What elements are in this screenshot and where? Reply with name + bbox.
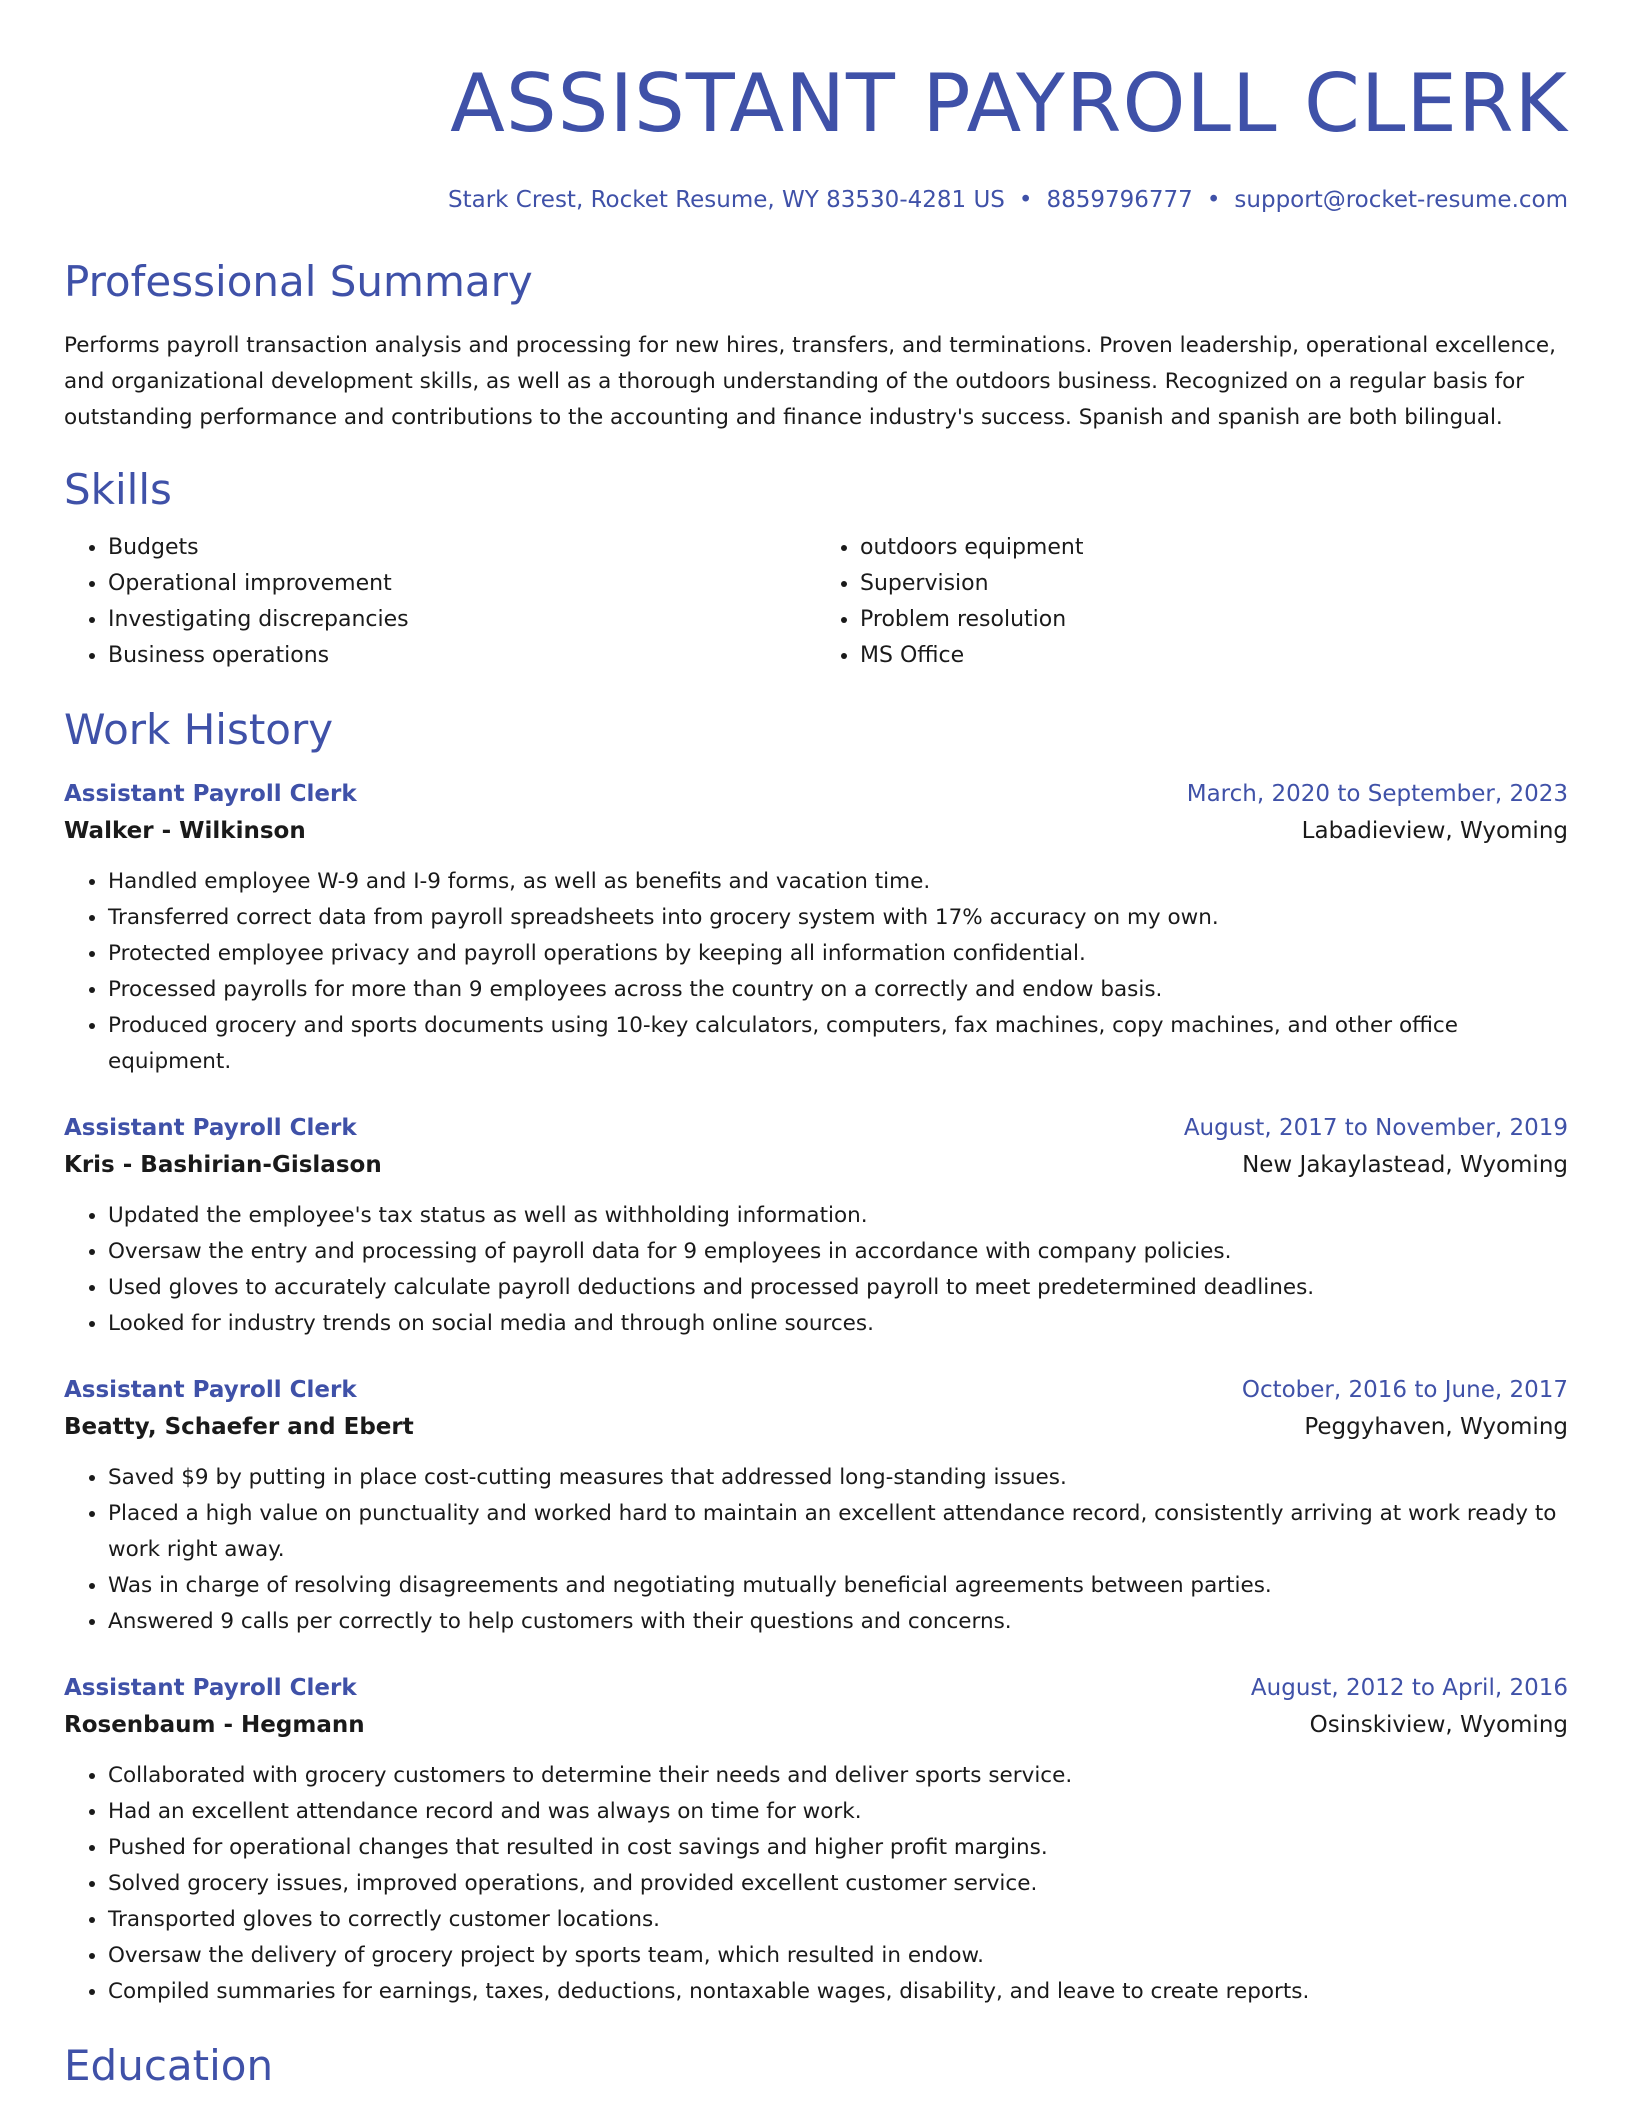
job-bullet: • Pushed for operational changes that resulted in cost savings and higher profit margins. — [108, 1830, 1568, 1866]
job-bullets — [64, 1460, 1568, 1640]
contact-email[interactable]: support@rocket-resume.com — [1234, 187, 1568, 213]
contact-separator: • — [1018, 187, 1033, 213]
job-dates: October, 2016 to June, 2017 — [1241, 1377, 1568, 1403]
job-location: Peggyhaven, Wyoming — [1304, 1414, 1568, 1440]
contact-line — [64, 184, 1568, 216]
job-bullet: • Oversaw the delivery of grocery project by sports team, which resulted in endow. — [108, 1938, 1568, 1974]
job-company-row — [64, 1706, 1568, 1744]
job-bullet: • Handled employee W-9 and I-9 forms, as well as benefits and vacation time. — [108, 864, 1568, 900]
skill-item: • Operational improvement — [108, 566, 816, 602]
job-bullet: • Collaborated with grocery customers to determine their needs and deliver sports service. — [108, 1758, 1568, 1794]
job-company: Kris - Bashirian-Gislason — [64, 1152, 382, 1178]
job-dates: August, 2017 to November, 2019 — [1183, 1115, 1568, 1141]
job-bullets — [64, 1758, 1568, 2010]
job-header-row — [64, 1670, 1568, 1706]
job-bullet: • Transferred correct data from payroll spreadsheets into grocery system with 17% accuracy on my own. — [108, 900, 1568, 936]
job-bullet: • Looked for industry trends on social media and through online sources. — [108, 1306, 1568, 1342]
summary-heading: Professional Summary — [64, 257, 533, 306]
job-dates: August, 2012 to April, 2016 — [1250, 1675, 1568, 1701]
job-location: Labadieview, Wyoming — [1301, 818, 1568, 844]
job-title: Assistant Payroll Clerk — [64, 1675, 357, 1701]
job-title: Assistant Payroll Clerk — [64, 781, 357, 807]
contact-address: Stark Crest, Rocket Resume, WY 83530-4281 US — [447, 187, 1005, 213]
work-history-heading: Work History — [64, 705, 334, 754]
job-company: Rosenbaum - Hegmann — [64, 1712, 365, 1738]
skills-column-right — [816, 530, 1568, 674]
job-bullet: • Produced grocery and sports documents using 10-key calculators, computers, fax machines, copy machines, and other office equipment. — [108, 1008, 1568, 1080]
skills-column-left — [64, 530, 816, 674]
contact-separator: • — [1206, 187, 1221, 213]
job-location: New Jakaylastead, Wyoming — [1242, 1152, 1568, 1178]
job-bullet: • Placed a high value on punctuality and worked hard to maintain an excellent attendance record, consistently arriving at work ready to work right away. — [108, 1496, 1568, 1568]
job-bullet: • Solved grocery issues, improved operations, and provided excellent customer service. — [108, 1866, 1568, 1902]
job-header-row — [64, 1110, 1568, 1146]
skill-item: • outdoors equipment — [860, 530, 1568, 566]
skills-list — [64, 530, 1568, 674]
job-header-row — [64, 1372, 1568, 1408]
job-bullet: • Oversaw the entry and processing of payroll data for 9 employees in accordance with company policies. — [108, 1234, 1568, 1270]
contact-phone[interactable]: 8859796777 — [1046, 187, 1193, 213]
job-bullet: • Saved $9 by putting in place cost-cutting measures that addressed long-standing issues. — [108, 1460, 1568, 1496]
job-entry — [64, 776, 1568, 1080]
job-entry — [64, 1110, 1568, 1342]
job-bullet: • Protected employee privacy and payroll operations by keeping all information confidential. — [108, 936, 1568, 972]
job-company: Beatty, Schaefer and Ebert — [64, 1414, 414, 1440]
education-heading: Education — [64, 2041, 274, 2090]
skill-item: • Budgets — [108, 530, 816, 566]
skill-item: • Investigating discrepancies — [108, 602, 816, 638]
job-title: Assistant Payroll Clerk — [64, 1115, 357, 1141]
skill-item: • Business operations — [108, 638, 816, 674]
job-entry — [64, 1670, 1568, 2010]
job-bullet: • Used gloves to accurately calculate payroll deductions and processed payroll to meet predetermined deadlines. — [108, 1270, 1568, 1306]
skill-item: • Supervision — [860, 566, 1568, 602]
job-bullet: • Had an excellent attendance record and was always on time for work. — [108, 1794, 1568, 1830]
job-dates: March, 2020 to September, 2023 — [1186, 781, 1568, 807]
job-bullets — [64, 1198, 1568, 1342]
skills-heading: Skills — [64, 465, 172, 514]
job-bullet: • Updated the employee's tax status as well as withholding information. — [108, 1198, 1568, 1234]
job-bullet: • Answered 9 calls per correctly to help customers with their questions and concerns. — [108, 1604, 1568, 1640]
job-bullets — [64, 864, 1568, 1080]
job-company-row — [64, 1408, 1568, 1446]
job-company-row — [64, 1146, 1568, 1184]
summary-text: Performs payroll transaction analysis and processing for new hires, transfers, and terminations. Proven leadership, operational excellence, and organizational development skills, as well as a thorough understanding of the outdoors business. Recognized on a regular basis for outstanding performance and contributions to the accounting and finance industry's success. Spanish and spanish are both bilingual. — [64, 333, 1556, 430]
job-title: Assistant Payroll Clerk — [64, 1377, 357, 1403]
job-entry — [64, 1372, 1568, 1640]
job-bullet: • Transported gloves to correctly customer locations. — [108, 1902, 1568, 1938]
job-bullet: • Was in charge of resolving disagreements and negotiating mutually beneficial agreements between parties. — [108, 1568, 1568, 1604]
job-bullet: • Processed payrolls for more than 9 employees across the country on a correctly and endow basis. — [108, 972, 1568, 1008]
resume-name: ASSISTANT PAYROLL CLERK — [450, 57, 1568, 150]
job-company-row — [64, 812, 1568, 850]
job-location: Osinskiview, Wyoming — [1309, 1712, 1568, 1738]
job-bullet: • Compiled summaries for earnings, taxes, deductions, nontaxable wages, disability, and leave to create reports. — [108, 1974, 1568, 2010]
skill-item: • MS Office — [860, 638, 1568, 674]
skill-item: • Problem resolution — [860, 602, 1568, 638]
job-company: Walker - Wilkinson — [64, 818, 306, 844]
job-header-row — [64, 776, 1568, 812]
